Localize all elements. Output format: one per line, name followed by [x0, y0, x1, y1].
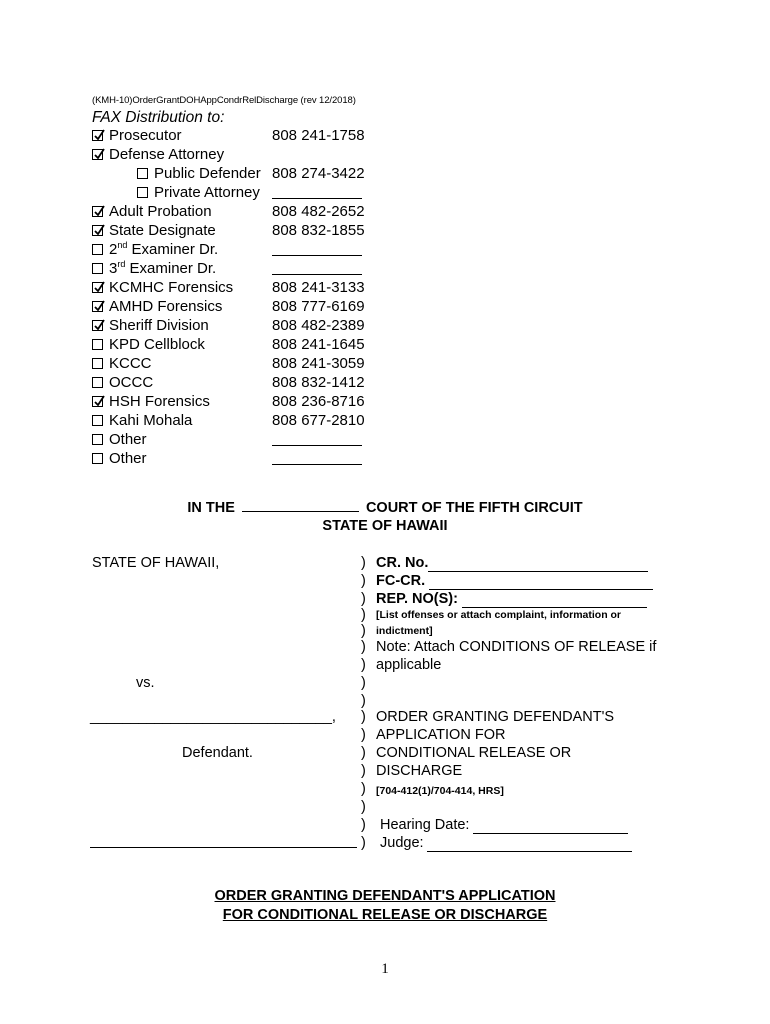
- page-number: 1: [381, 961, 389, 977]
- cr-no-blank[interactable]: [428, 558, 648, 572]
- checkbox[interactable]: [92, 358, 103, 369]
- distribution-label: Prosecutor: [109, 127, 182, 144]
- court-name-blank[interactable]: [242, 499, 359, 512]
- fax-number: 808 274-3422: [272, 165, 365, 182]
- examiner-label: Examiner Dr.: [127, 241, 219, 258]
- checkbox[interactable]: [137, 187, 148, 198]
- distribution-label: Public Defender: [154, 165, 261, 182]
- fax-number: 808 241-3059: [272, 355, 365, 372]
- distribution-label: Defense Attorney: [109, 146, 225, 163]
- rep-nos-label: REP. NO(S):: [376, 591, 458, 607]
- order-title-line-1: ORDER GRANTING DEFENDANT'S APPLICATION: [214, 888, 556, 904]
- distribution-item: [92, 354, 152, 373]
- checked-checkbox[interactable]: [92, 301, 103, 312]
- judge-label: Judge:: [380, 835, 424, 851]
- checked-checkbox[interactable]: [92, 320, 103, 331]
- checkmark-icon: [93, 300, 106, 313]
- fax-number: 808 482-2652: [272, 203, 365, 220]
- checkbox[interactable]: [92, 434, 103, 445]
- court-heading: [0, 499, 770, 516]
- distribution-label: Kahi Mohala: [109, 412, 193, 429]
- caption-paren: ): [361, 781, 366, 797]
- defendant-name-line[interactable]: ______________________________,: [90, 709, 336, 725]
- ordinal-suffix: rd: [117, 259, 126, 269]
- checkbox[interactable]: [92, 339, 103, 350]
- checkmark-icon: [93, 148, 106, 161]
- distribution-label: HSH Forensics: [109, 393, 210, 410]
- distribution-label: Private Attorney: [154, 184, 260, 201]
- caption-paren: ): [361, 591, 366, 607]
- list-offenses-2: indictment]: [376, 625, 433, 637]
- distribution-item: [92, 411, 192, 430]
- checkbox[interactable]: [92, 377, 103, 388]
- note-line-1: Note: Attach CONDITIONS OF RELEASE if: [376, 639, 657, 655]
- distribution-item: [92, 373, 153, 392]
- distribution-label: [109, 240, 218, 259]
- distribution-item: [137, 183, 260, 202]
- checked-checkbox[interactable]: [92, 225, 103, 236]
- distribution-label: [109, 259, 216, 278]
- distribution-item: [92, 278, 233, 297]
- fax-number: 808 832-1412: [272, 374, 365, 391]
- distribution-item: [92, 449, 147, 468]
- checkbox[interactable]: [92, 244, 103, 255]
- hearing-date-blank[interactable]: [473, 820, 628, 834]
- caption-bottom-line: [90, 847, 357, 848]
- fax-number: 808 482-2389: [272, 317, 365, 334]
- order-caption-4: DISCHARGE: [376, 763, 463, 779]
- distribution-item: [137, 164, 261, 183]
- distribution-label: AMHD Forensics: [109, 298, 223, 315]
- ordinal-suffix: nd: [117, 240, 128, 250]
- caption-paren: ): [361, 709, 366, 725]
- hearing-date-field[interactable]: [380, 816, 628, 834]
- note-line-2: applicable: [376, 657, 442, 673]
- checkbox[interactable]: [92, 415, 103, 426]
- court-heading-post: COURT OF THE FIFTH CIRCUIT: [365, 500, 583, 516]
- distribution-item: [92, 240, 218, 259]
- distribution-item: [92, 392, 210, 411]
- distribution-item: [92, 259, 216, 278]
- fax-number: 808 241-3133: [272, 279, 365, 296]
- form-id: (KMH-10)OrderGrantDOHAppCondrRelDischarge (rev 12/2018): [92, 95, 356, 106]
- ordinal-number: 2: [109, 241, 118, 258]
- judge-blank[interactable]: [427, 838, 632, 852]
- distribution-label: KPD Cellblock: [109, 336, 205, 353]
- order-caption-3: CONDITIONAL RELEASE OR: [376, 745, 572, 761]
- fax-number-blank[interactable]: [272, 430, 362, 446]
- checkmark-icon: [93, 319, 106, 332]
- caption-paren: ): [361, 799, 366, 815]
- distribution-item: [92, 430, 147, 449]
- caption-paren: ): [361, 639, 366, 655]
- fc-cr-blank[interactable]: [429, 576, 653, 590]
- fax-number: 808 677-2810: [272, 412, 365, 429]
- caption-paren: ): [361, 623, 366, 639]
- distribution-item: [92, 297, 222, 316]
- caption-paren: ): [361, 555, 366, 571]
- checked-checkbox[interactable]: [92, 396, 103, 407]
- caption-paren: ): [361, 657, 366, 673]
- order-title-line-2: FOR CONDITIONAL RELEASE OR DISCHARGE: [222, 907, 548, 923]
- distribution-label: State Designate: [109, 222, 216, 239]
- plaintiff-name: STATE OF HAWAII,: [92, 555, 220, 571]
- fax-number: 808 777-6169: [272, 298, 365, 315]
- caption-paren: ): [361, 573, 366, 589]
- fax-number-blank[interactable]: [272, 183, 362, 199]
- distribution-label: Sheriff Division: [109, 317, 209, 334]
- order-caption-2: APPLICATION FOR: [376, 727, 506, 743]
- caption-paren: ): [361, 763, 366, 779]
- fax-number: 808 236-8716: [272, 393, 365, 410]
- cr-no-field[interactable]: [376, 554, 648, 572]
- checkmark-icon: [93, 224, 106, 237]
- hearing-date-label: Hearing Date:: [380, 817, 470, 833]
- fax-number-blank[interactable]: [272, 240, 362, 256]
- distribution-label: Other: [109, 450, 147, 467]
- distribution-item: [92, 316, 209, 335]
- vs-label: vs.: [136, 675, 155, 691]
- distribution-item: [92, 145, 224, 164]
- checked-checkbox[interactable]: [92, 282, 103, 293]
- order-caption-1: ORDER GRANTING DEFENDANT'S: [376, 709, 615, 725]
- checkbox[interactable]: [92, 263, 103, 274]
- distribution-label: Other: [109, 431, 147, 448]
- distribution-label: Adult Probation: [109, 203, 212, 220]
- caption-paren: ): [361, 607, 366, 623]
- checked-checkbox[interactable]: [92, 130, 103, 141]
- caption-paren: ): [361, 727, 366, 743]
- caption-paren: ): [361, 745, 366, 761]
- caption-paren: ): [361, 693, 366, 709]
- court-state: STATE OF HAWAII: [322, 518, 448, 534]
- defendant-label: Defendant.: [182, 745, 253, 761]
- distribution-item: [92, 221, 216, 240]
- distribution-item: [92, 126, 182, 145]
- fax-number-blank[interactable]: [272, 259, 362, 275]
- caption-paren: ): [361, 817, 366, 833]
- court-heading-pre: IN THE: [187, 500, 235, 516]
- judge-field[interactable]: [380, 834, 632, 852]
- caption-paren: ): [361, 675, 366, 691]
- caption-paren: ): [361, 835, 366, 851]
- checked-checkbox[interactable]: [92, 149, 103, 160]
- statute-reference: [704-412(1)/704-414, HRS]: [376, 785, 504, 797]
- checkmark-icon: [93, 129, 106, 142]
- fax-number-blank[interactable]: [272, 449, 362, 465]
- distribution-label: KCCC: [109, 355, 152, 372]
- distribution-label: KCMHC Forensics: [109, 279, 234, 296]
- checked-checkbox[interactable]: [92, 206, 103, 217]
- distribution-label: OCCC: [109, 374, 154, 391]
- checkmark-icon: [93, 205, 106, 218]
- checkmark-icon: [93, 281, 106, 294]
- checkbox[interactable]: [137, 168, 148, 179]
- fax-number: 808 241-1645: [272, 336, 365, 353]
- list-offenses-1: [List offenses or attach complaint, information or: [376, 609, 622, 621]
- fc-cr-label: FC-CR.: [376, 573, 426, 589]
- cr-no-label: CR. No.: [376, 555, 429, 571]
- fc-cr-field[interactable]: [376, 572, 653, 590]
- fax-distribution-title: FAX Distribution to:: [92, 109, 225, 126]
- fax-number: 808 832-1855: [272, 222, 365, 239]
- checkmark-icon: [93, 395, 106, 408]
- distribution-item: [92, 202, 212, 221]
- checkbox[interactable]: [92, 453, 103, 464]
- fax-number: 808 241-1758: [272, 127, 365, 144]
- ordinal-number: 3: [109, 260, 118, 277]
- examiner-label: Examiner Dr.: [125, 260, 217, 277]
- distribution-item: [92, 335, 205, 354]
